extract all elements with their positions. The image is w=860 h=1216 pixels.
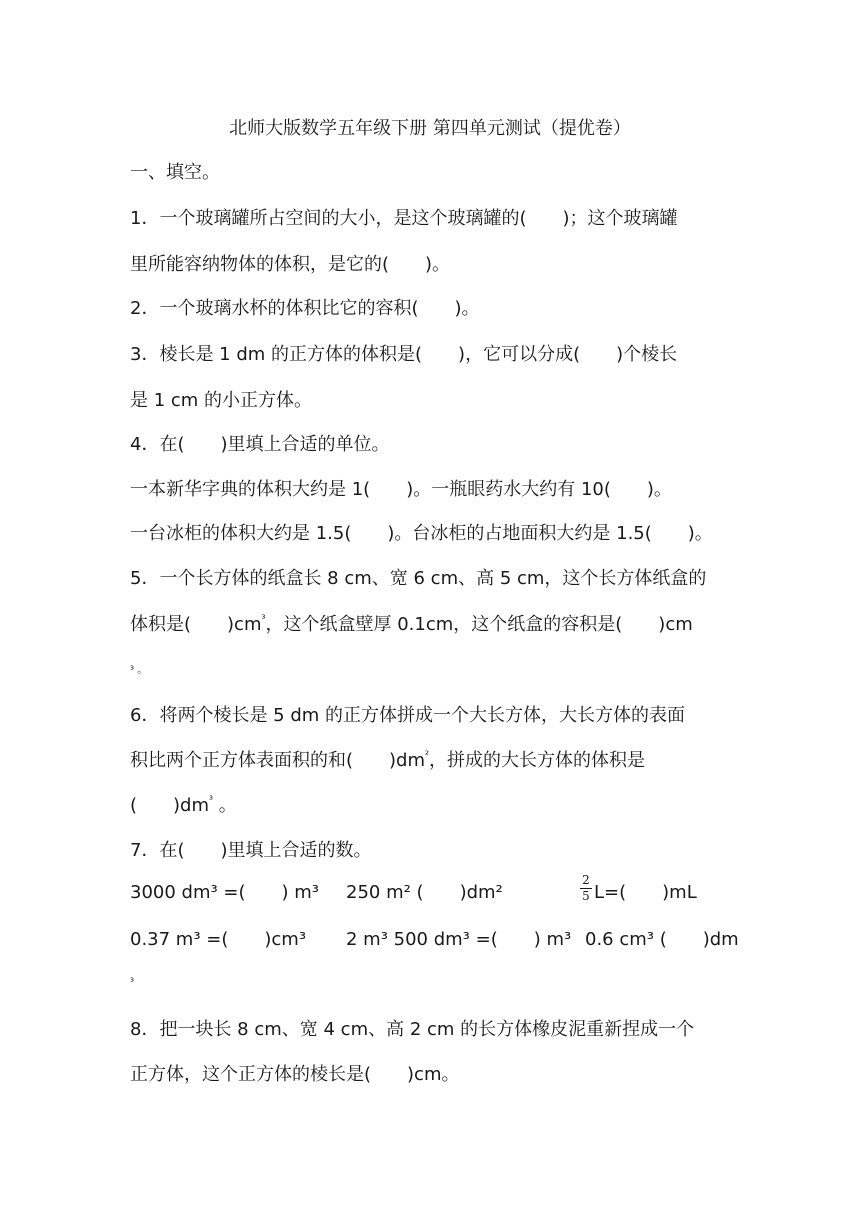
question-2: 2．一个玻璃水杯的体积比它的容积( )。 — [130, 298, 480, 319]
question-7-item-6: 0.6 cm³ ( )dm — [585, 929, 739, 950]
question-1-line-1: 1．一个玻璃罐所占空间的大小，是这个玻璃罐的( )；这个玻璃罐 — [130, 208, 678, 229]
page-title: 北师大版数学五年级下册 第四单元测试（提优卷） — [229, 118, 631, 139]
question-5-text-b: ，这个纸盒壁厚 0.1cm，这个纸盒的容积是( )cm — [265, 614, 693, 635]
question-7-item-4: 0.37 m³ =( )cm³ — [130, 929, 307, 950]
question-7-line-1: 7．在( )里填上合适的数。 — [130, 840, 372, 861]
question-6-text-a: 积比两个正方体表面积的和( )dm — [130, 750, 426, 771]
superscript: ³ — [261, 614, 266, 625]
question-7-line-4: ³ — [130, 977, 135, 988]
question-8-line-2: 正方体，这个正方体的棱长是( )cm。 — [130, 1064, 460, 1085]
question-7-item-1: 3000 dm³ =( ) m³ — [130, 882, 320, 903]
section-heading: 一、填空。 — [130, 162, 220, 183]
question-6-line-2 — [130, 750, 645, 775]
question-4-line-2: 一本新华字典的体积大约是 1( )。一瓶眼药水大约有 10( )。 — [130, 479, 672, 500]
fraction-numerator: 2 — [582, 873, 590, 887]
question-6-line-3 — [130, 795, 237, 820]
question-6-text-d: 。 — [213, 795, 237, 816]
question-6-line-1: 6．将两个棱长是 5 dm 的正方体拼成一个大长方体，大长方体的表面 — [130, 705, 686, 726]
fraction-denominator: 5 — [582, 889, 590, 903]
question-8-line-1: 8．把一块长 8 cm、宽 4 cm、高 2 cm 的长方体橡皮泥重新捏成一个 — [130, 1019, 695, 1040]
question-6-text-b: ，拼成的大长方体的体积是 — [429, 750, 646, 771]
question-6-text-c: ( )dm — [130, 795, 210, 816]
question-5-text-a: 体积是( )cm — [130, 614, 262, 635]
question-5-line-1: 5．一个长方体的纸盒长 8 cm、宽 6 cm、高 5 cm，这个长方体纸盒的 — [130, 568, 707, 589]
question-7-item-5: 2 m³ 500 dm³ =( ) m³ — [346, 929, 572, 950]
question-1-line-2: 里所能容纳物体的体积，是它的( )。 — [130, 254, 451, 275]
question-3-line-2: 是 1 cm 的小正方体。 — [130, 390, 313, 411]
question-5-line-3: ³ 。 — [130, 665, 148, 676]
question-4-line-1: 4．在( )里填上合适的单位。 — [130, 434, 390, 455]
question-4-line-3: 一台冰柜的体积大约是 1.5( )。台冰柜的占地面积大约是 1.5( )。 — [130, 523, 713, 544]
question-3-line-1: 3．棱长是 1 dm 的正方体的体积是( )，它可以分成( )个棱长 — [130, 344, 678, 365]
question-7-item-3: L=( )mL — [594, 882, 697, 903]
question-7-item-2: 250 m² ( )dm² — [346, 882, 503, 903]
superscript: ² — [425, 750, 430, 761]
superscript: ³ — [209, 795, 214, 806]
fraction-two-fifths — [580, 874, 592, 903]
question-5-line-2 — [130, 614, 693, 639]
